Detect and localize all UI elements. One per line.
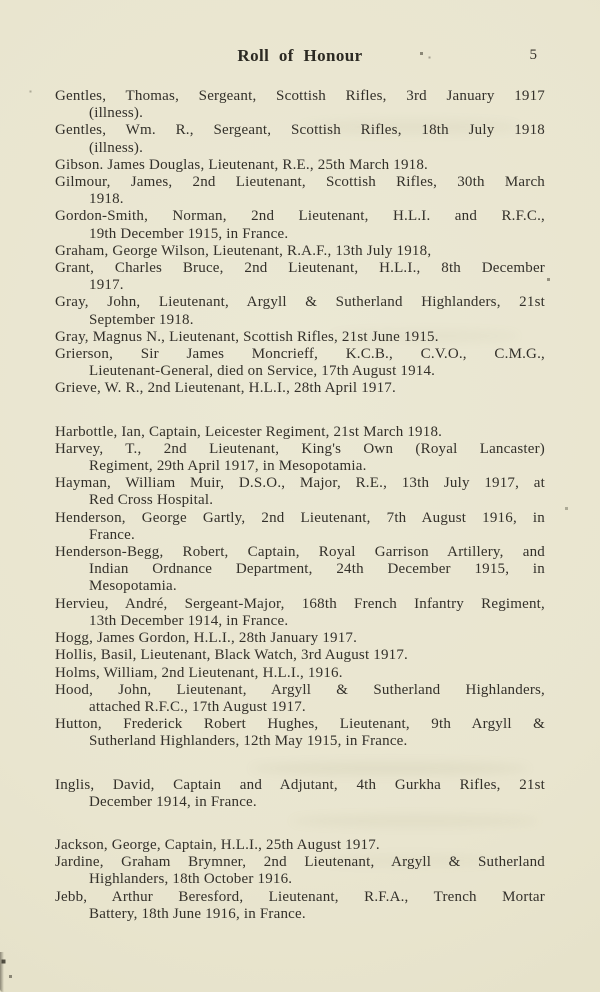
page-header <box>55 46 545 68</box>
entry-line: Hood, John, Lieutenant, Argyll & Sutherland Highlanders, <box>55 681 545 698</box>
roll-entry <box>55 122 545 156</box>
entry-line: Harvey, T., 2nd Lieutenant, King's Own (Royal Lancaster) <box>55 440 545 457</box>
roll-entry <box>55 889 545 923</box>
entry-line: Hervieu, André, Sergeant-Major, 168th French Infantry Regiment, <box>55 595 545 612</box>
roll-entry <box>55 475 545 509</box>
roll-entry <box>55 837 545 854</box>
entry-line: December 1914, in France. <box>89 793 257 810</box>
entry-line: France. <box>89 526 135 543</box>
entry-line: (illness). <box>89 105 144 122</box>
page-number: 5 <box>529 47 537 63</box>
page-corner-shadow <box>0 952 4 992</box>
entry-line: Hayman, William Muir, D.S.O., Major, R.E., 13th July 1917, at <box>55 475 545 492</box>
page-title: Roll of Honour <box>237 46 363 65</box>
entry-line: Hollis, Basil, Lieutenant, Black Watch, 3rd August 1917. <box>55 647 409 664</box>
roll-entry <box>55 380 545 397</box>
roll-entry <box>55 174 545 208</box>
roll-entry <box>55 777 545 811</box>
entry-line: September 1918. <box>89 311 194 328</box>
roll-entry <box>55 647 545 664</box>
roll-entry <box>55 716 545 750</box>
entry-line: Gibson. James Douglas, Lieutenant, R.E., 25th March 1918. <box>55 156 429 173</box>
roll-entry <box>55 665 545 682</box>
entry-line: Grieve, W. R., 2nd Lieutenant, H.L.I., 28th April 1917. <box>55 380 396 397</box>
roll-entry <box>55 208 545 242</box>
entry-line: Hogg, James Gordon, H.L.I., 28th January 1917. <box>55 630 358 647</box>
entry-line: 13th December 1914, in France. <box>89 612 289 629</box>
roll-entry <box>55 329 545 346</box>
entry-line: Red Cross Hospital. <box>89 492 214 509</box>
entry-line: Hutton, Frederick Robert Hughes, Lieutenant, 9th Argyll & <box>55 716 545 733</box>
entry-line: Jackson, George, Captain, H.L.I., 25th August 1917. <box>55 836 380 853</box>
roll-entry <box>55 424 545 441</box>
entry-line: Grant, Charles Bruce, 2nd Lieutenant, H.L.I., 8th December <box>55 260 545 277</box>
roll-entry <box>55 854 545 888</box>
entry-line: Indian Ordnance Department, 24th December 1915, in <box>89 561 545 578</box>
roll-entry <box>55 441 545 475</box>
entry-line: Lieutenant-General, died on Service, 17th August 1914. <box>89 363 436 380</box>
entry-line: Holms, William, 2nd Lieutenant, H.L.I., 1916. <box>55 664 343 681</box>
entry-line: Battery, 18th June 1916, in France. <box>89 905 306 922</box>
entry-line: 1917. <box>89 277 124 294</box>
entry-line: Jardine, Graham Brymner, 2nd Lieutenant, Argyll & Sutherland <box>55 854 545 871</box>
roll-entry <box>55 630 545 647</box>
entry-line: attached R.F.C., 17th August 1917. <box>89 698 306 715</box>
roll-entry <box>55 682 545 716</box>
entry-line: Sutherland Highlanders, 12th May 1915, in France. <box>89 733 408 750</box>
roll-entry <box>55 596 545 630</box>
roll-entry <box>55 544 545 596</box>
roll-entry <box>55 260 545 294</box>
entry-line: Gray, John, Lieutenant, Argyll & Sutherland Highlanders, 21st <box>55 294 545 311</box>
entry-line: Inglis, David, Captain and Adjutant, 4th Gurkha Rifles, 21st <box>55 776 545 793</box>
roll-entry <box>55 294 545 328</box>
roll-entry <box>55 243 545 260</box>
entry-line: 1918. <box>89 191 124 208</box>
entry-line: (illness). <box>89 139 144 156</box>
scan-specks <box>0 0 1 1</box>
entry-line: Regiment, 29th April 1917, in Mesopotamia. <box>89 458 367 475</box>
entry-line: Henderson, George Gartly, 2nd Lieutenant, 7th August 1916, in <box>55 509 545 526</box>
entry-line: Harbottle, Ian, Captain, Leicester Regiment, 21st March 1918. <box>55 423 443 440</box>
entry-line: Gordon-Smith, Norman, 2nd Lieutenant, H.L.I. and R.F.C., <box>55 208 545 225</box>
roll-entry <box>55 510 545 544</box>
entry-line: Gentles, Thomas, Sergeant, Scottish Rifles, 3rd January 1917 <box>55 88 545 104</box>
roll-entry <box>55 157 545 174</box>
entry-line: 19th December 1915, in France. <box>89 225 289 242</box>
entry-line: Mesopotamia. <box>89 578 177 595</box>
entry-line: Gentles, Wm. R., Sergeant, Scottish Rifles, 18th July 1918 <box>55 122 545 139</box>
entry-line: Jebb, Arthur Beresford, Lieutenant, R.F.A., Trench Mortar <box>55 888 545 905</box>
roll-entry <box>55 346 545 380</box>
roll-of-honour-list <box>55 88 545 923</box>
entry-line: Grierson, Sir James Moncrieff, K.C.B., C.V.O., C.M.G., <box>55 346 545 363</box>
roll-entry <box>55 88 545 122</box>
entry-line: Henderson-Begg, Robert, Captain, Royal Garrison Artillery, and <box>55 544 545 561</box>
entry-line: Highlanders, 18th October 1916. <box>89 871 293 888</box>
entry-line: Gray, Magnus N., Lieutenant, Scottish Rifles, 21st June 1915. <box>55 328 439 345</box>
entry-line: Graham, George Wilson, Lieutenant, R.A.F., 13th July 1918, <box>55 242 432 259</box>
entry-line: Gilmour, James, 2nd Lieutenant, Scottish Rifles, 30th March <box>55 174 545 191</box>
